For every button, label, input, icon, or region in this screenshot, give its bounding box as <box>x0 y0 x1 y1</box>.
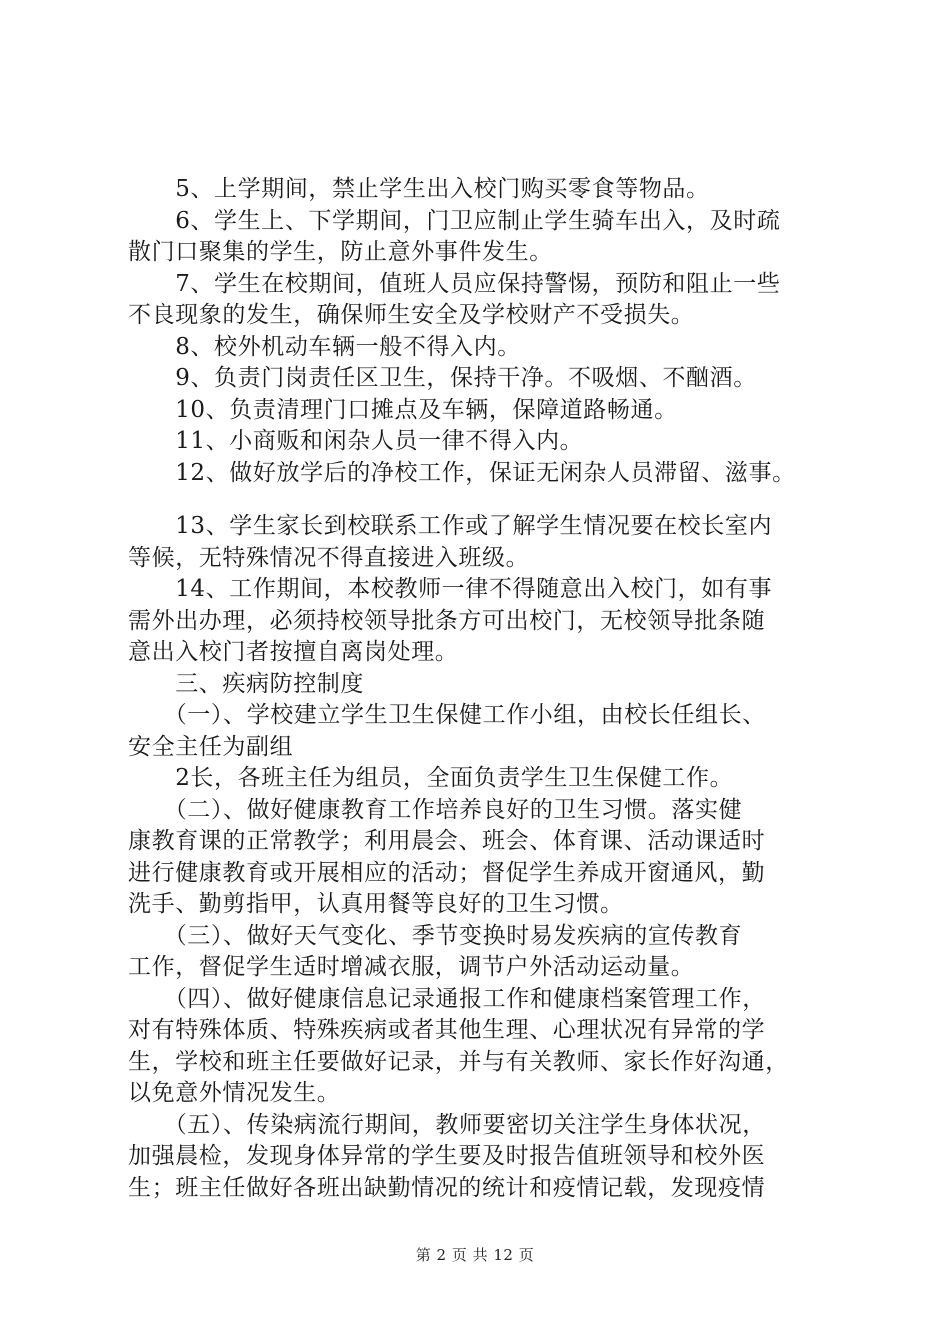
text-line: 5、上学期间，禁止学生出入校门购买零食等物品。 <box>128 176 710 202</box>
text-line: 11、小商贩和闲杂人员一律不得入内。 <box>128 428 584 454</box>
text-line: 2长，各班主任为组员，全面负责学生卫生保健工作。 <box>128 765 734 791</box>
text-line: 9、负责门岗责任区卫生，保持干净。不吸烟、不酗酒。 <box>128 365 757 391</box>
text-line: 意出入校门者按擅自离岗处理。 <box>128 639 459 665</box>
text-line: 13、学生家长到校联系工作或了解学生情况要在校长室内 <box>128 513 773 539</box>
body-text <box>128 174 844 1204</box>
text-line: 散门口聚集的学生，防止意外事件发生。 <box>128 239 553 265</box>
text-line: 安全主任为副组 <box>128 733 294 760</box>
text-line: （三）、做好天气变化、季节变换时易发疾病的宣传教育 <box>128 922 743 949</box>
page-footer: 第 2 页 共 12 页 <box>415 1246 535 1264</box>
text-line: 10、负责清理门口摊点及车辆，保障道路畅通。 <box>128 396 678 423</box>
text-line: （四）、做好健康信息记录通报工作和健康档案管理工作， <box>128 985 766 1012</box>
text-line: 不良现象的发生，确保师生安全及学校财产不受损失。 <box>128 302 695 328</box>
text-line: 三、疾病防控制度 <box>128 670 364 697</box>
text-line: 8、校外机动车辆一般不得入内。 <box>128 333 521 360</box>
text-line: 6、学生上、下学期间，门卫应制止学生骑车出入，及时疏 <box>128 207 781 234</box>
text-line: （一）、学校建立学生卫生保健工作小组，由校长任组长、 <box>128 702 766 728</box>
text-line: 工作，督促学生适时增减衣服，调节户外活动运动量。 <box>128 954 695 980</box>
text-line: 7、学生在校期间，值班人员应保持警惕，预防和阻止一些 <box>128 270 781 297</box>
text-line: 康教育课的正常教学；利用晨会、班会、体育课、活动课适时 <box>128 828 766 854</box>
text-line: 需外出办理，必须持校领导批条方可出校门，无校领导批条随 <box>128 607 766 634</box>
text-line: 以免意外情况发生。 <box>128 1080 341 1106</box>
text-line: （五）、传染病流行期间，教师要密切关注学生身体状况， <box>128 1111 766 1138</box>
text-line: 12、做好放学后的净校工作，保证无闲杂人员滞留、滋事。 <box>128 459 796 486</box>
text-line: 14、工作期间，本校教师一律不得随意出入校门，如有事 <box>128 576 773 602</box>
text-line: 生，学校和班主任要做好记录，并与有关教师、家长作好沟通， <box>128 1048 789 1075</box>
paragraph-gap <box>128 489 844 511</box>
text-line: 对有特殊体质、特殊疾病或者其他生理、心理状况有异常的学 <box>128 1017 766 1043</box>
text-line: 洗手、勤剪指甲，认真用餐等良好的卫生习惯。 <box>128 891 624 917</box>
text-line: 进行健康教育或开展相应的活动；督促学生养成开窗通风，勤 <box>128 859 766 886</box>
text-line: 加强晨检，发现身体异常的学生要及时报告值班领导和校外医 <box>128 1143 766 1169</box>
text-line: 生；班主任做好各班出缺勤情况的统计和疫情记载，发现疫情 <box>128 1174 766 1201</box>
text-line: 等候，无特殊情况不得直接进入班级。 <box>128 544 530 571</box>
text-line: （二）、做好健康教育工作培养良好的卫生习惯。落实健 <box>128 796 743 823</box>
